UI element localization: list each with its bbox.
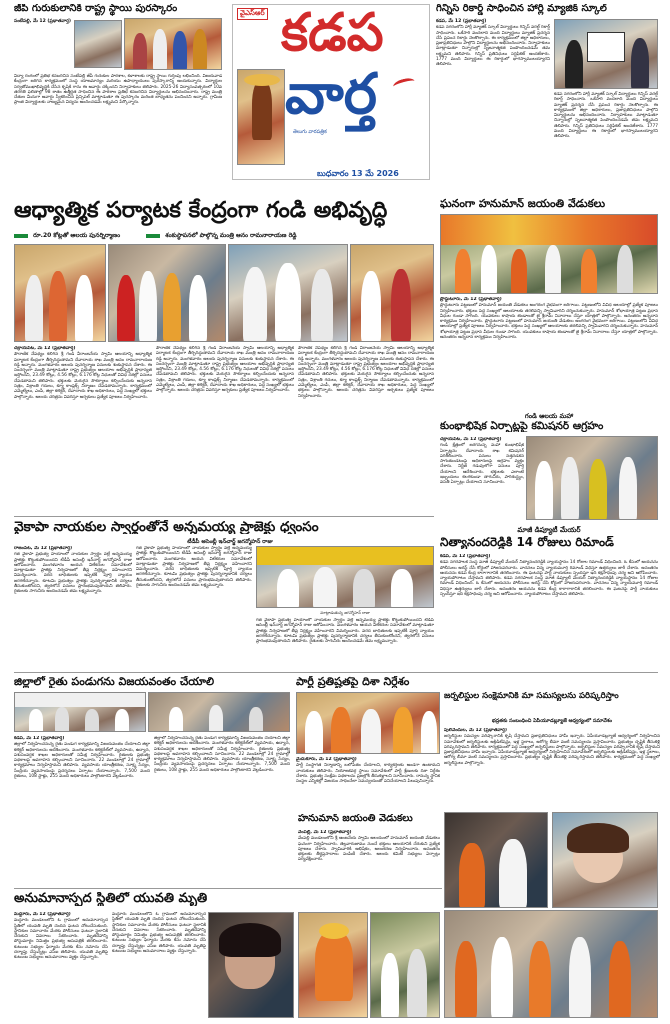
ysrcp-photo-caption: మాట్లాడుతున్న జగన్మోహన్ రాజు: [320, 610, 370, 615]
suspicious-text: మద్దూరు మండలంలోని ఓ గ్రామంలో అనుమానాస్పద స్థితిలో యువతి మృతి చెందిన ఘటన చోటుచేసుకుంది. స్థానికుల సమాచారం మేరకు పోలీసులు ఘటనా స్థలానికి చేరుకుని వివరాలు సేకరించారు. మృతదేహాన్ని పోస్టుమార్టం నిమిత్తం ప్రభుత్వ ఆసుపత్రికి తరలించారు. కుటుంబ సభ్యుల ఫిర్యాదు మేరకు కేసు నమోదు చేసి దర్యాప్తు చేస్తున్నట్లు ఎస్ఐ తెలిపారు. యువతి మృతిపై కుటుంబ సభ్యులు అనుమానాలు వ్యక్తం చేస్తున్నారు.: [14, 918, 108, 961]
dateline: ప్రొద్దుటూరు, మే 12 (ప్రభాతవార్త): [440, 297, 502, 302]
mayor-body: [440, 554, 658, 668]
bird-icon: [392, 76, 416, 91]
hanuman2-body: [298, 830, 440, 890]
party-body: [296, 757, 440, 809]
ceremony-photo: [74, 20, 122, 68]
lead-sub1: రూ.20 కోట్లతో ఆలయ పునర్నిర్మాణం: [33, 232, 121, 239]
story-text: కడప నగరంలోని హార్లీ మ్యాజిక్ స్కూల్ విద్యార్థులు గిన్నిస్ వరల్డ్ రికార్డ్ సాధించారు. ఒకేసారి వందలాది మంది విద్యార్థులు మ్యాజిక్ ప్రదర్శన చేసి ప్రపంచ రికార్డు నెలకొల్పారు. ఈ కార్యక్రమంలో జిల్లా అధికారులు, ప్రజాప్రతినిధులు పాల్గొని విద్యార్థులను అభినందించారు. నిర్వాహకులు మాట్లాడుతూ చిన్నారుల్లో సృజనాత్మకత పెంపొందించడమే తమ లక్ష్యమని తెలిపారు. గిన్నిస్ ప్రతినిధులు సర్టిఫికెట్ అందజేశారు. 1777 మంది విద్యార్థులు ఈ రికార్డులో భాగస్వాములయ్యారని తెలిపారు.: [436, 25, 550, 68]
ysrcp-body-col2: గత వైకాపా ప్రభుత్వ హయాంలో నాయకుల స్వార్థం వల్లే అన్నమయ్య ప్రాజెక్టు కొట్టుకుపోయిందని టీడీపీ అసెంబ్లీ ఇన్‌చార్జ్ జగన్మోహన్ రాజు ఆరోపించారు. మంగళవారం ఆయన విలేకరుల సమావేశంలో మాట్లాడుతూ ప్రాజెక్టు నిర్వహణలో తీవ్ర నిర్లక్ష్యం వహించారని విమర్శించారు. వరద బాధితులకు ఇప్పటికీ పూర్తి న్యాయం జరగలేదన్నారు. కూటమి ప్రభుత్వం ప్రాజెక్టు పునర్నిర్మాణానికి చర్యలు తీసుకుంటోందని, త్వరలోనే పనులు ప్రారంభమవుతాయని తెలిపారు. రైతులకు సాగునీరు అందించడమే తమ లక్ష్యమన్నారు.: [136, 546, 252, 589]
mayor-text-cont: కడప నగరపాలక సంస్థ మాజీ డిప్యూటీ మేయర్ నిత్యానందరెడ్డికి న్యాయస్థానం 14 రోజుల రిమాండ్ విధించింది. ఓ కేసులో ఆయనను పోలీసులు అరెస్ట్ చేసి కోర్టులో హాజరుపరిచారు. వాదనలు విన్న న్యాయమూర్తి రిమాండ్ విధిస్తూ ఉత్తర్వులు జారీ చేశారు. అనంతరం ఆయనను కడప కేంద్ర కారాగారానికి తరలించారు. ఈ ఘటనపై పార్టీ నాయకులు స్పందిస్తూ ఇది కక్షసాధింపు చర్య అని ఆరోపించారు. న్యాయపోరాటం చేస్తామని తెలిపారు.: [440, 576, 658, 598]
journalists-headline: జర్నలిస్టుల సంక్షేమానికి మా సమస్యలను పరిష్కరిస్తాం: [444, 692, 619, 701]
journalists-text-cont: జర్నలిస్టుల సమస్యల పరిష్కారానికి కృషి చేస్తామని ప్రజాప్రతినిధులు హామీ ఇచ్చారు. ఏపీయూడబ్ల్యూజే ఆధ్వర్యంలో నిర్వహించిన సమావేశంలో జర్నలిస్టులకు అక్రిడిటేషన్లు, ఇళ్ల స్థలాలు, ఆరోగ్య బీమా వంటి సమస్యలను ప్రస్తావించారు. ప్రభుత్వం దృష్టికి తీసుకెళ్లి పరిష్కరిస్తామని తెలిపారు. కార్యక్రమంలో పెద్ద సంఖ్యలో జర్నలిస్టులు పాల్గొన్నారు.: [444, 744, 660, 766]
story-body-cont: కడప నగరంలోని హార్లీ మ్యాజిక్ స్కూల్ విద్యార్థులు గిన్నిస్ వరల్డ్ రికార్డ్ సాధించారు. ఒకేసారి వందలాది మంది విద్యార్థులు మ్యాజిక్ ప్రదర్శన చేసి ప్రపంచ రికార్డు నెలకొల్పారు. ఈ కార్యక్రమంలో జిల్లా అధికారులు, ప్రజాప్రతినిధులు పాల్గొని విద్యార్థులను అభినందించారు. నిర్వాహకులు మాట్లాడుతూ చిన్నారుల్లో సృజనాత్మకత పెంపొందించడమే తమ లక్ష్యమని తెలిపారు. గిన్నిస్ ప్రతినిధులు సర్టిఫికెట్ అందజేశారు. 1777 మంది విద్యార్థులు ఈ రికార్డులో భాగస్వాములయ్యారని తెలిపారు.: [554, 92, 658, 140]
lead-body: పౌరాణిక నేపథ్యం కలిగిన శ్రీ గండి వీరాంజనేయ స్వామి ఆలయాన్ని ఆధ్యాత్మిక పర్యాటక కేంద్రంగా తీర్చిదిద్దుతామని దేవాదాయ శాఖ మంత్రి ఆనం రామనారాయణ రెడ్డి అన్నారు. మంగళవారం ఆలయ పునర్నిర్మాణ పనులకు శంకుస్థాపన చేశారు. ఈ సందర్భంగా మంత్రి మాట్లాడుతూ రాష్ట్ర ప్రభుత్వం ఆలయాల అభివృద్ధికి ప్రాధాన్యత ఇస్తోందని, 23.49 కోట్లు, 4.56 కోట్లు, 6.176 కోట్ల నిధులతో వివిధ దశల్లో పనులు చేపడతామని తెలిపారు. భక్తులకు మెరుగైన సౌకర్యాలు కల్పించేందుకు అన్నదాన సత్రం, విశ్రాంతి గదులు, క్యూ కాంప్లెక్స్ నిర్మాణం చేపడతామన్నారు. కార్యక్రమంలో ఎమ్మెల్యేలు, ఎంపీ, జిల్లా కలెక్టర్, దేవాదాయ శాఖ అధికారులు, పెద్ద సంఖ్యలో భక్తులు పాల్గొన్నారు. ఆలయ చరిత్రను వివరిస్తూ అర్చకులు ప్రత్యేక పూజలు నిర్వహించారు.: [14, 352, 152, 400]
masthead-date: బుధవారం 13 మే 2026: [317, 169, 399, 178]
masthead-title-top: కడప: [281, 4, 384, 63]
dateline: మద్దూరు, మే 12 (ప్రభాతవార్త): [14, 912, 71, 917]
lead-body-col2: పౌరాణిక నేపథ్యం కలిగిన శ్రీ గండి వీరాంజనేయ స్వామి ఆలయాన్ని ఆధ్యాత్మిక పర్యాటక కేంద్రంగా తీర్చిదిద్దుతామని దేవాదాయ శాఖ మంత్రి ఆనం రామనారాయణ రెడ్డి అన్నారు. మంగళవారం ఆలయ పునర్నిర్మాణ పనులకు శంకుస్థాపన చేశారు. ఈ సందర్భంగా మంత్రి మాట్లాడుతూ రాష్ట్ర ప్రభుత్వం ఆలయాల అభివృద్ధికి ప్రాధాన్యత ఇస్తోందని, 23.49 కోట్లు, 4.56 కోట్లు, 6.176 కోట్ల నిధులతో వివిధ దశల్లో పనులు చేపడతామని తెలిపారు. భక్తులకు మెరుగైన సౌకర్యాలు కల్పించేందుకు అన్నదాన సత్రం, విశ్రాంతి గదులు, క్యూ కాంప్లెక్స్ నిర్మాణం చేపడతామన్నారు. కార్యక్రమంలో ఎమ్మెల్యేలు, ఎంపీ, జిల్లా కలెక్టర్, దేవాదాయ శాఖ అధికారులు, పెద్ద సంఖ్యలో భక్తులు పాల్గొన్నారు. ఆలయ చరిత్రను వివరిస్తూ అర్చకులు ప్రత్యేక పూజలు నిర్వహించారు.: [156, 346, 294, 394]
lead-photo-3: [228, 244, 348, 342]
award-photo: [124, 18, 222, 70]
lead-headline: ఆధ్యాత్మిక పర్యాటక కేంద్రంగా గండి అభివృద్ధి: [14, 198, 388, 223]
gandi-text: గండి క్షేత్రంలో జరగనున్న మహా కుంభాభిషేక ఏర్పాట్లను దేవాదాయ శాఖ కమిషనర్ పరిశీలించారు. పనులు నత్తనడకన సాగుతుండటంపై అధికారులపై ఆగ్రహం వ్యక్తం చేశారు. నిర్ణీత గడువులోగా పనులు పూర్తి చేయాలని ఆదేశించారు. భక్తులకు ఎలాంటి ఇబ్బందులు కలగకుండా తాగునీరు, పారిశుద్ధ్యం, వసతి ఏర్పాట్లు చేయాలని సూచించారు.: [440, 443, 524, 486]
suspicious-photo: [208, 912, 294, 1018]
hanuman-procession-photo: [440, 214, 658, 294]
masthead: [232, 4, 430, 180]
dateline: కడప, మే 12 (ప్రభాతవార్త): [436, 19, 487, 24]
ysrcp-body-col1: [14, 546, 132, 670]
journalists-photo-2: [552, 812, 658, 908]
farmers-body-col2: జిల్లాలో నిర్వహించనున్న రైతు పండుగ కార్యక్రమాన్ని విజయవంతం చేయాలని జిల్లా కలెక్టర్ అధికారులను ఆదేశించారు. మంగళవారం కలెక్టరేట్‌లో వ్యవసాయ, ఉద్యాన, పశుసంవర్ధక శాఖల అధికారులతో సమీక్ష నిర్వహించారు. రైతులకు ప్రభుత్వ పథకాలపై అవగాహన కల్పించాలని సూచించారు. 22 మండలాల్లో 24 గ్రామాల్లో కార్యక్రమాలు నిర్వహిస్తామని తెలిపారు. వ్యవసాయ యాంత్రీకరణ, సూక్ష్మ సేద్యం, సేంద్రీయ వ్యవసాయంపై ప్రదర్శనలు ఏర్పాటు చేయాలన్నారు. 7,500 మంది రైతులు, 108 స్టాళ్లు, 255 మంది అధికారులు పాల్గొంటారని వెల్లడించారు.: [154, 736, 290, 773]
lead-photo-2: [108, 244, 226, 342]
lead-subheads: [14, 230, 432, 242]
party-headline: పార్టీ ప్రతిష్టతపై దిశా నిర్దేశం: [296, 676, 410, 688]
hanuman-body: [440, 297, 658, 409]
mayor-text: కడప నగరపాలక సంస్థ మాజీ డిప్యూటీ మేయర్ నిత్యానందరెడ్డికి న్యాయస్థానం 14 రోజుల రిమాండ్ విధించింది. ఓ కేసులో ఆయనను పోలీసులు అరెస్ట్ చేసి కోర్టులో హాజరుపరిచారు. వాదనలు విన్న న్యాయమూర్తి రిమాండ్ విధిస్తూ ఉత్తర్వులు జారీ చేశారు. అనంతరం ఆయనను కడప కేంద్ర కారాగారానికి తరలించారు. ఈ ఘటనపై పార్టీ నాయకులు స్పందిస్తూ ఇది కక్షసాధింపు చర్య అని ఆరోపించారు. న్యాయపోరాటం చేస్తామని తెలిపారు.: [440, 560, 658, 582]
top-right-story: [436, 4, 658, 194]
lead-photo-4: [350, 244, 434, 342]
suspicious-headline: అనుమానాస్పద స్థితిలో యువతి మృతి: [14, 892, 208, 906]
farmers-photo-2: [148, 692, 290, 732]
hanuman2-headline: హనుమాన్ జయంతి వేడుకలు: [298, 814, 413, 824]
mayor-headline: నిత్యానందరెడ్డికి 14 రోజులు రిమాండ్: [440, 536, 614, 549]
dateline: కడప, మే 12 (ప్రభాతవార్త): [440, 554, 491, 559]
gandi-kicker: గండి ఆలయ మహా: [524, 412, 574, 420]
gandi-body: [440, 437, 524, 521]
story-body: [436, 19, 550, 191]
mayor-kicker: మాజీ డిప్యూటీ మేయర్: [517, 526, 581, 534]
masthead-tagline: తెలుగు వారపత్రిక: [293, 129, 327, 135]
party-text: పార్టీ సంస్థాగత నిర్మాణాన్ని బలోపేతం చేయాలని, కార్యకర్తలకు అండగా ఉంటామని నాయకులు తెలిపారు. నియోజకవర్గ స్థాయి సమావేశంలో పార్టీ శ్రేణులకు దిశా నిర్దేశం చేశారు. ప్రభుత్వ సంక్షేమ పథకాలను ప్రజల్లోకి తీసుకెళ్లాలని సూచించారు. రానున్న స్థానిక సంస్థల ఎన్నికల్లో విజయం సాధించేలా సమన్వయంతో పనిచేయాలని పిలుపునిచ్చారు.: [296, 763, 440, 785]
top-left-story: [14, 4, 222, 146]
journalists-body: [444, 728, 660, 808]
farmers-photo-1: [14, 692, 146, 732]
hanuman-text-cont: ప్రొద్దుటూరు పట్టణంలో హనుమాన్ జయంతి వేడుకలు అంగరంగ వైభవంగా జరిగాయి. పట్టణంలోని వివిధ ఆలయాల్లో ప్రత్యేక పూజలు నిర్వహించారు. భక్తులు పెద్ద సంఖ్యలో ఆలయాలకు తరలివచ్చి స్వామివారిని దర్శించుకున్నారు. హనుమాన్ శోభాయాత్ర పట్టణ ప్రధాన వీధుల గుండా సాగింది. యువకులు కాషాయ జెండాలతో జై శ్రీరామ్ నినాదాలు చేస్తూ యాత్రలో పాల్గొన్నారు. అనంతరం అన్నదాన కార్యక్రమం నిర్వహించారు.: [440, 319, 658, 341]
ysrcp-headline: వైకాపా నాయకుల స్వార్థంతోనే అన్నమయ్య ప్రాజెక్టు ధ్వంసం: [14, 520, 319, 535]
journalists-sub: భద్రతకు సంబంధించి ఏపీయూడబ్ల్యూజే ఆధ్వర్యంలో సమావేశం: [491, 718, 613, 724]
dateline: రాజంపేట, మే 12 (ప్రభాతవార్త): [14, 546, 73, 551]
guinness-photo: [554, 19, 658, 89]
lead-photo-1: [14, 244, 106, 342]
party-photo: [296, 692, 440, 754]
hanuman2-text: వేంపల్లి మండలంలోని శ్రీ ఆంజనేయ స్వామి ఆలయంలో హనుమాన్ జయంతి వేడుకలు ఘనంగా నిర్వహించారు. తెల్లవారుజాము నుంచే భక్తులు ఆలయానికి చేరుకుని ప్రత్యేక పూజలు చేశారు. స్వామివారికి అభిషేకం, అలంకరణ నిర్వహించారు. అనంతరం భక్తులకు తీర్థప్రసాదాలు పంపిణీ చేశారు. ఆలయ కమిటీ సభ్యులు ఏర్పాట్లు పర్యవేక్షించారు.: [298, 836, 440, 863]
ysrcp-text: గత వైకాపా ప్రభుత్వ హయాంలో నాయకుల స్వార్థం వల్లే అన్నమయ్య ప్రాజెక్టు కొట్టుకుపోయిందని టీడీపీ అసెంబ్లీ ఇన్‌చార్జ్ జగన్మోహన్ రాజు ఆరోపించారు. మంగళవారం ఆయన విలేకరుల సమావేశంలో మాట్లాడుతూ ప్రాజెక్టు నిర్వహణలో తీవ్ర నిర్లక్ష్యం వహించారని విమర్శించారు. వరద బాధితులకు ఇప్పటికీ పూర్తి న్యాయం జరగలేదన్నారు. కూటమి ప్రభుత్వం ప్రాజెక్టు పునర్నిర్మాణానికి చర్యలు తీసుకుంటోందని, త్వరలోనే పనులు ప్రారంభమవుతాయని తెలిపారు. రైతులకు సాగునీరు అందించడమే తమ లక్ష్యమన్నారు.: [14, 552, 132, 595]
masthead-title-bottom: వార్త: [285, 62, 377, 127]
ysrcp-photo: [256, 546, 434, 608]
ysrcp-sub: టీడీపీ అసెంబ్లీ ఇన్‌చార్జ్ జగన్మోహన్ రాజు: [187, 539, 273, 545]
temple-photo-2: [370, 912, 440, 1018]
gandi-headline: కుంభాభిషేక ఏర్పాట్లపై కమిషనర్ ఆగ్రహం: [440, 421, 604, 432]
dateline: చక్రాయపేట, మే 12 (ప్రభాతవార్త): [440, 437, 502, 442]
story-body-cont: విద్యా రంగంలో ప్రతిభ కనబరిచిన సంబేపల్లి జీపీ గురుకుల పాఠశాల, కళాశాలకు రాష్ట్ర స్థాయి గుర్తింపు లభించింది. విజయవాడ కేంద్రంగా జరిగిన కార్యక్రమంలో సంస్థ యాజమాన్యం మరియు ఉపాధ్యాయులు పురస్కారాన్ని అందుకున్నారు. విద్యార్థుల సర్వతోముఖాభివృద్ధికి చేసిన కృషికి గాను ఈ అవార్డు దక్కిందని నిర్వాహకులు తెలిపారు. 2025-26 విద్యాసంవత్సరంలో 10వ తరగతి ఫలితాల్లో 98 శాతం ఉత్తీర్ణత సాధించిన ఈ పాఠశాల ప్రతిభ కనబరిచిన విద్యార్థులను అభినందించారు. రాష్ట్ర మంత్రి చేతుల మీదుగా అవార్డు స్వీకరించిన ప్రిన్సిపల్ మాట్లాడుతూ ఈ పురస్కారం మరింత బాధ్యతను పెంచిందని అన్నారు. గ్రామీణ ప్రాంత విద్యార్థులకు నాణ్యమైన విద్యను అందించడమే లక్ష్యమని పేర్కొన్నారు.: [14, 74, 222, 106]
section-divider: [14, 888, 442, 889]
headline: గిన్నిస్ రికార్డ్ సాధించిన హార్లీ మ్యాజిక్ స్కూల్: [436, 4, 607, 14]
journalists-text: జర్నలిస్టుల సమస్యల పరిష్కారానికి కృషి చేస్తామని ప్రజాప్రతినిధులు హామీ ఇచ్చారు. ఏపీయూడబ్ల్యూజే ఆధ్వర్యంలో నిర్వహించిన సమావేశంలో జర్నలిస్టులకు అక్రిడిటేషన్లు, ఇళ్ల స్థలాలు, ఆరోగ్య బీమా వంటి సమస్యలను ప్రస్తావించారు. ప్రభుత్వం దృష్టికి తీసుకెళ్లి పరిష్కరిస్తామని తెలిపారు. కార్యక్రమంలో పెద్ద సంఖ్యలో జర్నలిస్టులు పాల్గొన్నారు.: [444, 734, 660, 750]
lead-body-col1: [14, 346, 152, 514]
lead-sub2: శంకుస్థాపనలో పాల్గొన్న మంత్రి ఆనం రామనారాయణ రెడ్డి: [165, 232, 297, 239]
temple-photo-1: [298, 912, 368, 1018]
suspicious-body-col1: [14, 912, 108, 1018]
dateline: పులివెందుల, మే 12 (ప్రభాతవార్త): [444, 728, 507, 733]
dateline: సంబేపల్లి, మే 12 (ప్రభాతవార్త): [14, 19, 71, 24]
ysrcp-body-col3: గత వైకాపా ప్రభుత్వ హయాంలో నాయకుల స్వార్థం వల్లే అన్నమయ్య ప్రాజెక్టు కొట్టుకుపోయిందని టీడీపీ అసెంబ్లీ ఇన్‌చార్జ్ జగన్మోహన్ రాజు ఆరోపించారు. మంగళవారం ఆయన విలేకరుల సమావేశంలో మాట్లాడుతూ ప్రాజెక్టు నిర్వహణలో తీవ్ర నిర్లక్ష్యం వహించారని విమర్శించారు. వరద బాధితులకు ఇప్పటికీ పూర్తి న్యాయం జరగలేదన్నారు. కూటమి ప్రభుత్వం ప్రాజెక్టు పునర్నిర్మాణానికి చర్యలు తీసుకుంటోందని, త్వరలోనే పనులు ప్రారంభమవుతాయని తెలిపారు. రైతులకు సాగునీరు అందించడమే తమ లక్ష్యమన్నారు.: [256, 618, 434, 645]
dateline: కడప, మే 12 (ప్రభాతవార్త): [14, 736, 65, 741]
sub-bullet-icon: [14, 234, 28, 238]
lead-body-col3: పౌరాణిక నేపథ్యం కలిగిన శ్రీ గండి వీరాంజనేయ స్వామి ఆలయాన్ని ఆధ్యాత్మిక పర్యాటక కేంద్రంగా తీర్చిదిద్దుతామని దేవాదాయ శాఖ మంత్రి ఆనం రామనారాయణ రెడ్డి అన్నారు. మంగళవారం ఆలయ పునర్నిర్మాణ పనులకు శంకుస్థాపన చేశారు. ఈ సందర్భంగా మంత్రి మాట్లాడుతూ రాష్ట్ర ప్రభుత్వం ఆలయాల అభివృద్ధికి ప్రాధాన్యత ఇస్తోందని, 23.49 కోట్లు, 4.56 కోట్లు, 6.176 కోట్ల నిధులతో వివిధ దశల్లో పనులు చేపడతామని తెలిపారు. భక్తులకు మెరుగైన సౌకర్యాలు కల్పించేందుకు అన్నదాన సత్రం, విశ్రాంతి గదులు, క్యూ కాంప్లెక్స్ నిర్మాణం చేపడతామన్నారు. కార్యక్రమంలో ఎమ్మెల్యేలు, ఎంపీ, జిల్లా కలెక్టర్, దేవాదాయ శాఖ అధికారులు, పెద్ద సంఖ్యలో భక్తులు పాల్గొన్నారు. ఆలయ చరిత్రను వివరిస్తూ అర్చకులు ప్రత్యేక పూజలు నిర్వహించారు.: [298, 346, 434, 399]
farmers-headline: జిల్లాలో రైతు పండుగను విజయవంతం చేయాలి: [14, 676, 215, 688]
dateline: మైదుకూరు, మే 12 (ప్రభాతవార్త): [296, 757, 357, 762]
sub-bullet-icon: [146, 234, 160, 238]
gandi-photo: [526, 436, 658, 520]
hanuman-headline: ఘనంగా హనుమాన్ జయంతి వేడుకలు: [440, 198, 606, 210]
deity-photo: [237, 69, 285, 165]
masthead-small-label: వైఎస్ఆర్: [237, 8, 268, 20]
headline: జీపీ గురుకులానికి రాష్ట్ర స్థాయి పురస్కారం: [14, 4, 178, 14]
farmers-text: జిల్లాలో నిర్వహించనున్న రైతు పండుగ కార్యక్రమాన్ని విజయవంతం చేయాలని జిల్లా కలెక్టర్ అధికారులను ఆదేశించారు. మంగళవారం కలెక్టరేట్‌లో వ్యవసాయ, ఉద్యాన, పశుసంవర్ధక శాఖల అధికారులతో సమీక్ష నిర్వహించారు. రైతులకు ప్రభుత్వ పథకాలపై అవగాహన కల్పించాలని సూచించారు. 22 మండలాల్లో 24 గ్రామాల్లో కార్యక్రమాలు నిర్వహిస్తామని తెలిపారు. వ్యవసాయ యాంత్రీకరణ, సూక్ష్మ సేద్యం, సేంద్రీయ వ్యవసాయంపై ప్రదర్శనలు ఏర్పాటు చేయాలన్నారు. 7,500 మంది రైతులు, 108 స్టాళ్లు, 255 మంది అధికారులు పాల్గొంటారని వెల్లడించారు.: [14, 742, 150, 780]
section-divider: [14, 672, 658, 673]
dateline: వేంపల్లి, మే 12 (ప్రభాతవార్త): [298, 830, 352, 835]
dateline: చక్రాయపేట, మే 12 (ప్రభాతవార్త): [14, 346, 76, 351]
journalists-photo-3: [444, 910, 658, 1018]
farmers-body-col1: [14, 736, 150, 846]
hanuman-text: ప్రొద్దుటూరు పట్టణంలో హనుమాన్ జయంతి వేడుకలు అంగరంగ వైభవంగా జరిగాయి. పట్టణంలోని వివిధ ఆలయాల్లో ప్రత్యేక పూజలు నిర్వహించారు. భక్తులు పెద్ద సంఖ్యలో ఆలయాలకు తరలివచ్చి స్వామివారిని దర్శించుకున్నారు. హనుమాన్ శోభాయాత్ర పట్టణ ప్రధాన వీధుల గుండా సాగింది. యువకులు కాషాయ జెండాలతో జై శ్రీరామ్ నినాదాలు చేస్తూ యాత్రలో పాల్గొన్నారు. అనంతరం అన్నదాన కార్యక్రమం నిర్వహించారు.: [440, 303, 658, 325]
journalists-photo-1: [444, 812, 548, 908]
section-divider: [14, 516, 434, 517]
suspicious-body-col2: మద్దూరు మండలంలోని ఓ గ్రామంలో అనుమానాస్పద స్థితిలో యువతి మృతి చెందిన ఘటన చోటుచేసుకుంది. స్థానికుల సమాచారం మేరకు పోలీసులు ఘటనా స్థలానికి చేరుకుని వివరాలు సేకరించారు. మృతదేహాన్ని పోస్టుమార్టం నిమిత్తం ప్రభుత్వ ఆసుపత్రికి తరలించారు. కుటుంబ సభ్యుల ఫిర్యాదు మేరకు కేసు నమోదు చేసి దర్యాప్తు చేస్తున్నట్లు ఎస్ఐ తెలిపారు. యువతి మృతిపై కుటుంబ సభ్యులు అనుమానాలు వ్యక్తం చేస్తున్నారు.: [112, 912, 206, 955]
